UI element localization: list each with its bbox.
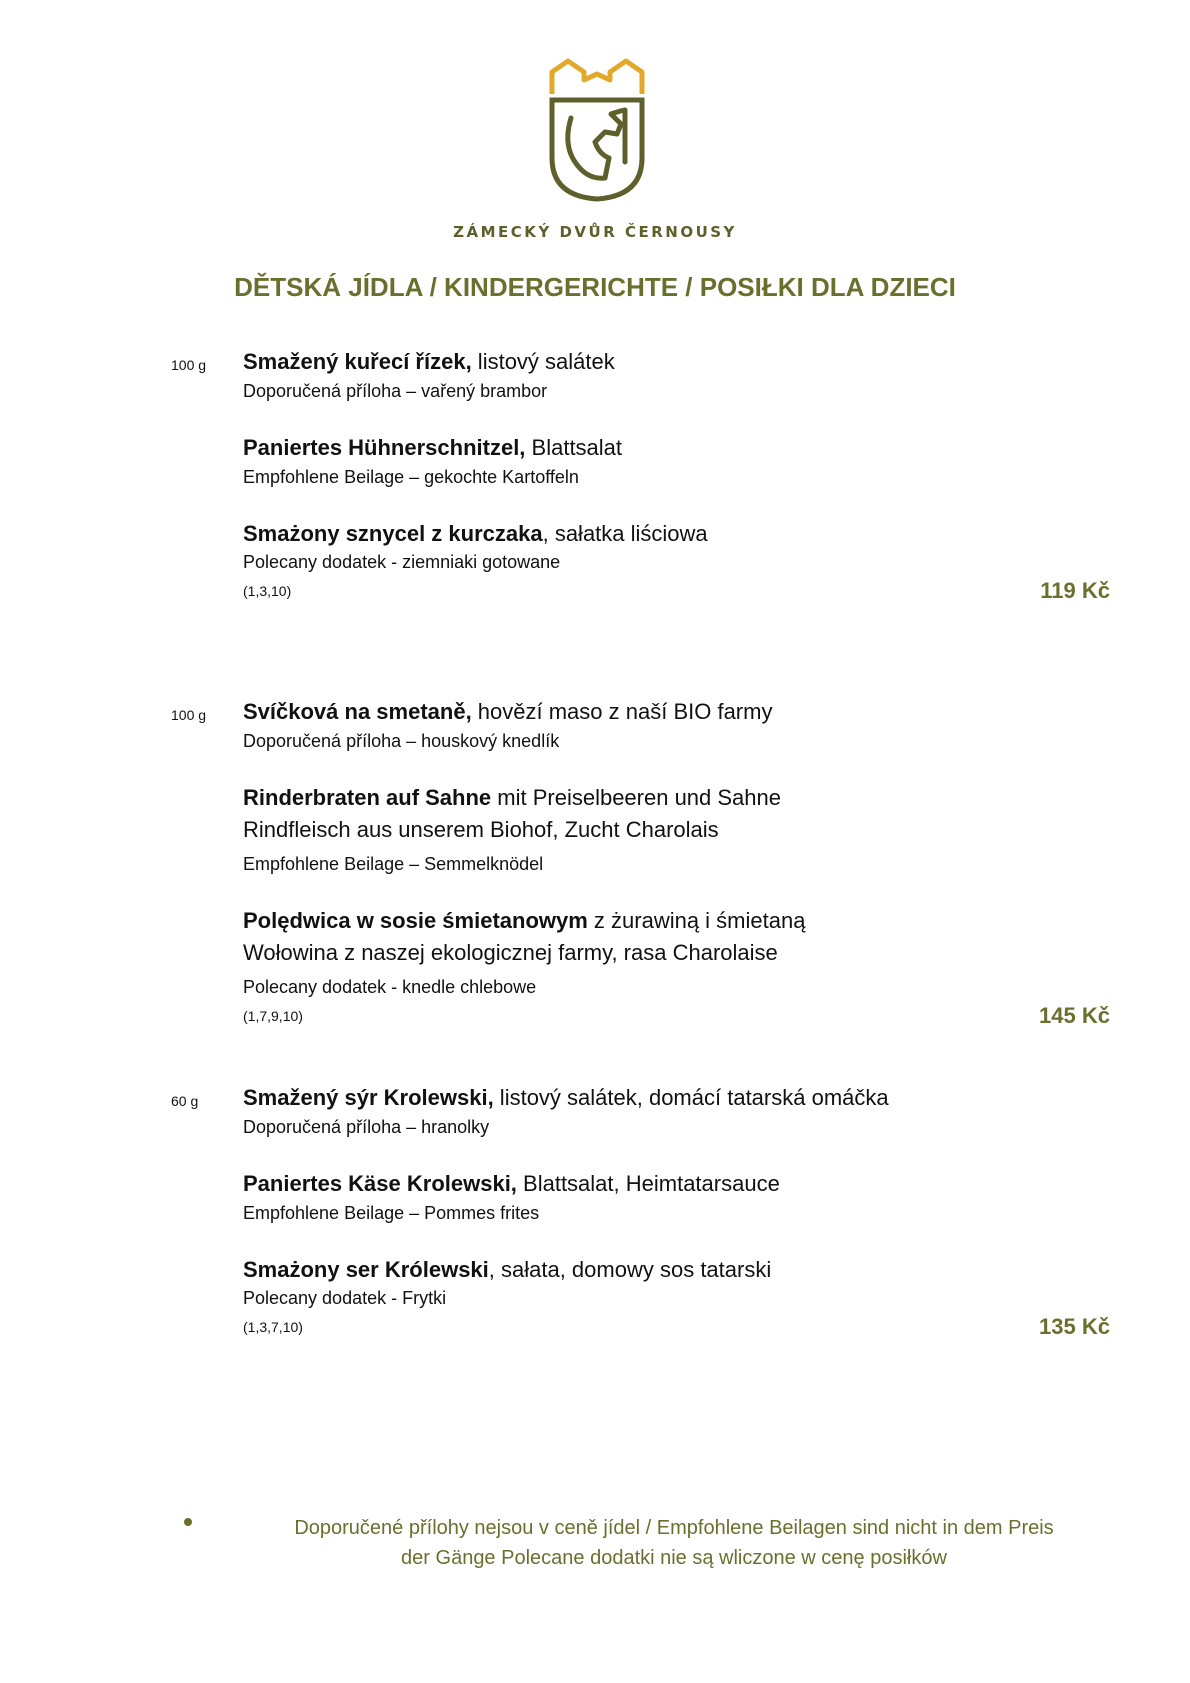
castle-horse-shield-logo bbox=[549, 58, 645, 202]
horse-head-icon bbox=[568, 110, 625, 178]
side-dish-cz: Doporučená příloha – vařený brambor bbox=[243, 381, 548, 401]
price: 145 Kč bbox=[1039, 1003, 1110, 1028]
brand-name: ZÁMECKÝ DVŮR ČERNOUSY bbox=[453, 223, 737, 241]
side-dish-de: Empfohlene Beilage – gekochte Kartoffeln bbox=[243, 467, 579, 487]
dish-name-cz: Smažený kuřecí řízek, listový salátek bbox=[243, 349, 615, 374]
castle-crown-icon bbox=[552, 61, 642, 94]
dish-description-pl: Wołowina z naszej ekologicznej farmy, rasa Charolaise bbox=[243, 940, 778, 965]
side-dish-de: Empfohlene Beilage – Pommes frites bbox=[243, 1203, 540, 1223]
side-dish-pl: Polecany dodatek - knedle chlebowe bbox=[243, 977, 537, 997]
portion-weight: 60 g bbox=[171, 1093, 199, 1109]
dish-name-de: Paniertes Käse Krolewski, Blattsalat, Heimtatarsauce bbox=[243, 1171, 780, 1196]
side-dish-cz: Doporučená příloha – houskový knedlík bbox=[243, 731, 560, 751]
price: 135 Kč bbox=[1039, 1314, 1110, 1339]
dish-name-pl: Polędwica w sosie śmietanowym z żurawiną i śmietaną bbox=[243, 908, 806, 933]
side-dish-de: Empfohlene Beilage – Semmelknödel bbox=[243, 854, 544, 874]
dish-name-pl: Smażony sznycel z kurczaka, sałatka liściowa bbox=[243, 521, 708, 546]
dish-description-de: Rindfleisch aus unserem Biohof, Zucht Charolais bbox=[243, 817, 719, 842]
side-dish-price-note bbox=[254, 1513, 1094, 1573]
bullet-icon bbox=[184, 1518, 192, 1526]
dish-name-pl: Smażony ser Królewski, sałata, domowy sos tatarski bbox=[243, 1257, 772, 1282]
side-dish-pl: Polecany dodatek - ziemniaki gotowane bbox=[243, 552, 561, 572]
dish-name-cz: Svíčková na smetaně, hovězí maso z naší BIO farmy bbox=[243, 699, 773, 724]
portion-weight: 100 g bbox=[171, 707, 207, 723]
price: 119 Kč bbox=[1040, 578, 1110, 603]
allergen-codes: (1,7,9,10) bbox=[243, 1008, 303, 1024]
side-dish-cz: Doporučená příloha – hranolky bbox=[243, 1117, 490, 1137]
dish-name-de: Rinderbraten auf Sahne mit Preiselbeeren und Sahne bbox=[243, 785, 782, 810]
page-title: DĚTSKÁ JÍDLA / KINDERGERICHTE / POSIŁKI DLA DZIECI bbox=[234, 272, 956, 302]
allergen-codes: (1,3,7,10) bbox=[243, 1319, 303, 1335]
note-line-2: der Gänge Polecane dodatki nie są wliczone w cenę posiłków bbox=[401, 1547, 947, 1569]
dish-name-de: Paniertes Hühnerschnitzel, Blattsalat bbox=[243, 435, 623, 460]
portion-weight: 100 g bbox=[171, 357, 207, 373]
allergen-codes: (1,3,10) bbox=[243, 583, 292, 599]
note-line-1: Doporučené přílohy nejsou v ceně jídel / Empfohlene Beilagen sind nicht in dem Preis bbox=[294, 1517, 1054, 1539]
dish-name-cz: Smažený sýr Krolewski, listový salátek, domácí tatarská omáčka bbox=[243, 1085, 889, 1110]
side-dish-pl: Polecany dodatek - Frytki bbox=[243, 1288, 447, 1308]
